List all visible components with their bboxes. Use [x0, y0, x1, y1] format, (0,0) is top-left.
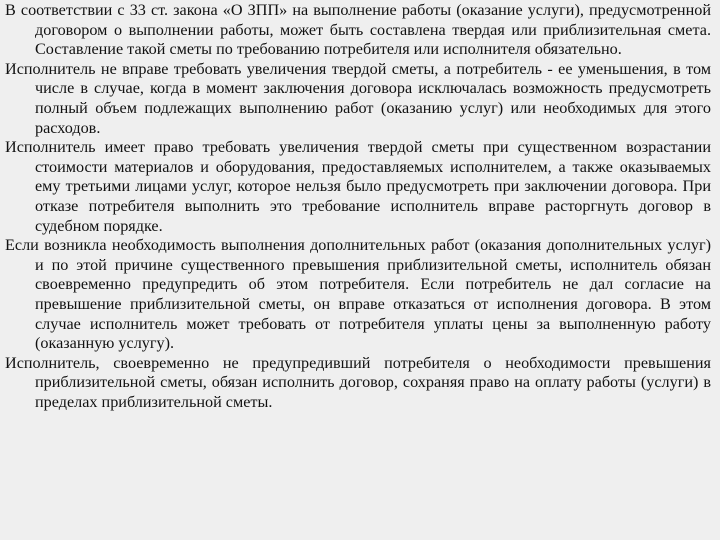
paragraph-additional-work: Если возникла необходимость выполнения дополнительных работ (оказания дополнительных услуг) и по этой причине существенного превышения приблизительной сметы, исполнитель обязан своевременно предупредить об этом потребителя. Если потребитель не дал согласие на превышение приблизительной сметы, он вправе отказаться от исполнения договора. В этом случае исполнитель может требовать от потребителя уплаты цены за выполненную работу (оказанную услугу).	[5, 236, 711, 353]
document-text	[5, 1, 711, 412]
paragraph-estimate-increase: Исполнитель имеет право требовать увеличения твердой сметы при существенном возрастании стоимости материалов и оборудования, предоставляемых исполнителем, а также оказываемых ему третьими лицами услуг, которое нельзя было предусмотреть при заключении договора. При отказе потребителя выполнить это требование исполнитель вправе расторгнуть договор в судебном порядке.	[5, 138, 711, 235]
paragraph-no-warning: Исполнитель, своевременно не предупредивший потребителя о необходимости превышения приблизительной сметы, обязан исполнить договор, сохраняя право на оплату работы (услуги) в пределах приблизительной сметы.	[5, 353, 711, 411]
paragraph-estimate-intro: В соответствии с 33 ст. закона «О ЗПП» на выполнение работы (оказание услуги), предусмотренной договором о выполнении работы, может быть составлена твердая или приблизительная смета. Составление такой сметы по требованию потребителя или исполнителя обязательно.	[5, 1, 711, 59]
paragraph-fixed-estimate: Исполнитель не вправе требовать увеличения твердой сметы, а потребитель - ее уменьшения, в том числе в случае, когда в момент заключения договора исключалась возможность предусмотреть полный объем подлежащих выполнению работ (оказанию услуг) или необходимых для этого расходов.	[5, 59, 711, 137]
